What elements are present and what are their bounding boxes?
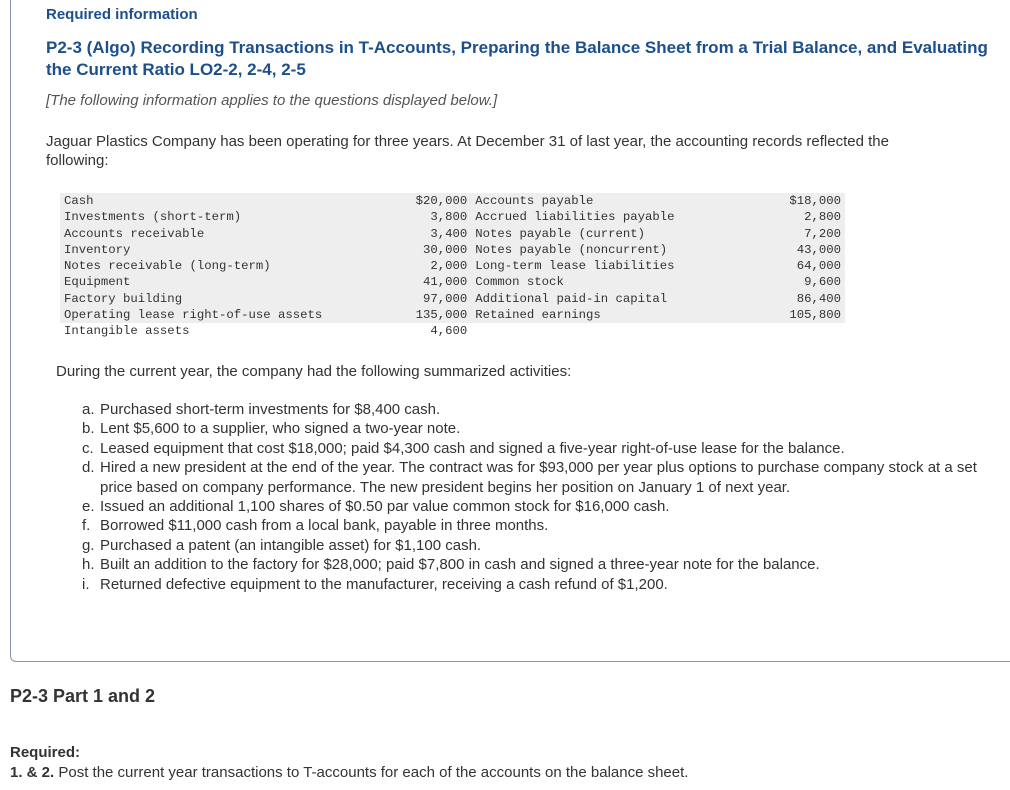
activity-text: Purchased short-term investments for $8,400 cash. <box>100 401 441 418</box>
requirement-text <box>10 764 688 781</box>
activity-item <box>82 536 982 555</box>
activity-text: Purchased a patent (an intangible asset) for $1,100 cash. <box>100 536 482 554</box>
required-information-heading: Required information <box>46 6 198 23</box>
asset-name: Investments (short-term) <box>60 209 404 225</box>
applies-note: [The following information applies to the questions displayed below.] <box>46 92 498 109</box>
balance-row <box>60 242 845 258</box>
liability-equity-name: Notes payable (current) <box>471 226 761 242</box>
required-label: Required: <box>10 744 81 761</box>
balance-row <box>60 274 845 290</box>
activity-letter: i. <box>82 575 90 593</box>
liability-equity-name: Accrued liabilities payable <box>471 209 761 225</box>
activity-letter: e. <box>82 498 95 516</box>
activity-item <box>82 400 982 419</box>
activity-letter: h. <box>82 556 95 574</box>
balance-row <box>60 323 845 339</box>
asset-value: 3,800 <box>404 209 471 225</box>
activity-text: Issued an additional 1,100 shares of $0.50 par value common stock for $16,000 cash. <box>100 498 670 516</box>
liability-equity-name: Retained earnings <box>471 307 761 323</box>
activity-item <box>82 439 982 458</box>
asset-value: 97,000 <box>404 291 471 307</box>
asset-value: 3,400 <box>404 226 471 242</box>
intro-text: Jaguar Plastics Company has been operating for three years. At December 31 of last year, the accounting records reflected the following: <box>46 133 889 169</box>
liability-equity-name: Common stock <box>471 274 761 290</box>
activity-item <box>82 555 982 574</box>
liability-equity-name <box>471 323 761 339</box>
activity-text: Built an addition to the factory for $28,000; paid $7,800 in cash and signed a three-year note for the balance. <box>100 556 820 574</box>
balance-row <box>60 226 845 242</box>
liability-equity-name: Notes payable (noncurrent) <box>471 242 761 258</box>
activity-item <box>82 575 982 594</box>
balance-row <box>60 209 845 225</box>
activities-list <box>82 400 982 594</box>
activity-letter: g. <box>82 536 95 554</box>
asset-value: 2,000 <box>404 258 471 274</box>
asset-value: 135,000 <box>404 307 471 323</box>
liability-equity-value: 7,200 <box>761 226 845 242</box>
part-title: P2-3 Part 1 and 2 <box>10 686 156 706</box>
asset-value: 4,600 <box>430 324 468 339</box>
liability-equity-value: 64,000 <box>761 258 845 274</box>
liability-equity-name: Accounts payable <box>471 193 761 209</box>
activity-text: Returned defective equipment to the manufacturer, receiving a cash refund of $1,200. <box>100 575 668 593</box>
activity-item <box>82 419 982 438</box>
trial-balance-table <box>60 193 845 340</box>
asset-name: Factory building <box>60 291 404 307</box>
liability-equity-name: Long-term lease liabilities <box>471 258 761 274</box>
activities-intro: During the current year, the company had the following summarized activities: <box>56 363 572 380</box>
activity-item <box>82 497 982 516</box>
activity-text: Leased equipment that cost $18,000; paid $4,300 cash and signed a five-year right-of-use lease for the balance. <box>100 439 845 457</box>
asset-name: Inventory <box>60 242 404 258</box>
asset-value: $20,000 <box>404 193 471 209</box>
activity-item <box>82 516 982 535</box>
activity-text: Hired a new president at the end of the year. The contract was for $93,000 per year plus options to purchase company stock at a set price based on company performance. The new president begins her position on January 1 of next year. <box>100 459 977 496</box>
balance-row <box>60 258 845 274</box>
balance-row <box>60 193 845 209</box>
activity-text: Borrowed $11,000 cash from a local bank, payable in three months. <box>100 517 549 535</box>
asset-value: 30,000 <box>404 242 471 258</box>
liability-equity-value: 86,400 <box>761 291 845 307</box>
activity-letter: f. <box>82 517 91 535</box>
asset-name: Operating lease right-of-use assets <box>60 307 404 323</box>
liability-equity-name: Additional paid-in capital <box>471 291 761 307</box>
liability-equity-value: $18,000 <box>761 193 845 209</box>
liability-equity-value: 2,800 <box>761 209 845 225</box>
activity-text: Lent $5,600 to a supplier, who signed a two-year note. <box>100 420 461 438</box>
asset-name: Cash <box>60 193 404 209</box>
liability-equity-value: 9,600 <box>761 274 845 290</box>
requirement-number: 1. & 2. <box>10 764 55 781</box>
balance-row <box>60 291 845 307</box>
activity-letter: b. <box>82 420 95 438</box>
asset-value: 41,000 <box>404 274 471 290</box>
asset-name: Intangible assets <box>64 324 190 339</box>
requirement-description: Post the current year transactions to T-accounts for each of the accounts on the balance sheet. <box>58 764 689 781</box>
asset-name: Notes receivable (long-term) <box>60 258 404 274</box>
activity-letter: d. <box>82 459 95 477</box>
problem-title: P2-3 (Algo) Recording Transactions in T-Accounts, Preparing the Balance Sheet from a Trial Balance, and Evaluating the Current Ratio LO2-2, 2-4, 2-5 <box>46 38 988 79</box>
activity-letter: a. <box>82 401 95 418</box>
activity-item <box>82 458 982 497</box>
liability-equity-value: 43,000 <box>761 242 845 258</box>
balance-row <box>60 307 845 323</box>
activity-letter: c. <box>82 439 94 457</box>
liability-equity-value <box>761 323 845 339</box>
asset-name: Equipment <box>60 274 404 290</box>
liability-equity-value: 105,800 <box>761 307 845 323</box>
asset-name: Accounts receivable <box>60 226 404 242</box>
